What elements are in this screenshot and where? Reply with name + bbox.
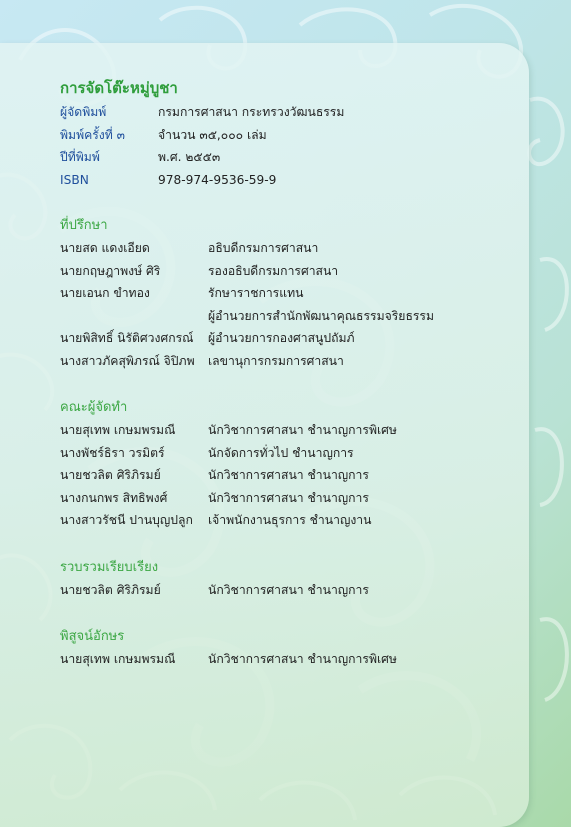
person-name: นายสด แดงเอียด xyxy=(60,241,150,255)
person-row xyxy=(60,327,520,350)
section-title-editors: คณะผู้จัดทำ xyxy=(60,400,128,415)
publication-info xyxy=(60,101,520,191)
person-name: นายชวลิต ศิริภิรมย์ xyxy=(60,582,161,597)
person-role: เลขานุการกรมการศาสนา xyxy=(208,353,344,368)
person-row xyxy=(60,464,520,487)
spacer xyxy=(60,191,520,215)
person-name: นางพัชร์ธิรา วรมิตร์ xyxy=(60,445,165,460)
publication-value: 978-974-9536-59-9 xyxy=(158,172,277,187)
person-name: นางสาวรัชนี ปานบุญปลูก xyxy=(60,513,193,527)
person-row xyxy=(60,509,520,532)
publication-label: ISBN xyxy=(60,172,89,187)
person-role: ผู้อำนวยการสำนักพัฒนาคุณธรรมจริยธรรม xyxy=(208,308,435,323)
person-role: นักวิชาการศาสนา ชำนาญการ xyxy=(208,490,369,505)
person-row xyxy=(60,442,520,465)
publication-value: พ.ศ. ๒๕๕๓ xyxy=(158,150,221,164)
person-role: ผู้อำนวยการกองศาสนูปถัมภ์ xyxy=(208,331,355,345)
publication-row xyxy=(60,101,520,124)
person-name: นายชวลิต ศิริภิรมย์ xyxy=(60,468,161,482)
person-row xyxy=(60,419,520,442)
person-row xyxy=(60,260,520,283)
spacer xyxy=(60,532,520,557)
person-name: นายกฤษฎาพงษ์ ศิริ xyxy=(60,263,161,278)
person-name: นายสุเทพ เกษมพรมณี xyxy=(60,423,176,437)
person-row xyxy=(60,305,520,328)
person-name: นายสุเทพ เกษมพรมณี xyxy=(60,652,176,666)
credits-content xyxy=(60,76,520,671)
section-title-compilers: รวบรวมเรียบเรียง xyxy=(60,559,159,575)
publication-value: จำนวน ๓๕,๐๐๐ เล่ม xyxy=(158,127,267,142)
spacer xyxy=(60,372,520,397)
advisors-section xyxy=(60,215,520,372)
publication-label: พิมพ์ครั้งที่ ๓ xyxy=(60,127,125,142)
person-role: อธิบดีกรมการศาสนา xyxy=(208,241,319,255)
compilers-section xyxy=(60,557,520,602)
publication-label: ผู้จัดพิมพ์ xyxy=(60,105,107,119)
person-role: นักวิชาการศาสนา ชำนาญการพิเศษ xyxy=(208,423,397,437)
person-role: รักษาราชการแทน xyxy=(208,286,304,300)
person-role: เจ้าพนักงานธุรการ ชำนาญงาน xyxy=(208,513,372,527)
person-name: นางกนกพร สิทธิพงศ์ xyxy=(60,490,168,505)
person-row xyxy=(60,648,520,671)
person-name: นางสาวภัคสุพิภรณ์ จิปิภพ xyxy=(60,353,195,368)
spacer xyxy=(60,601,520,626)
person-row xyxy=(60,579,520,602)
person-row xyxy=(60,282,520,305)
editors-section xyxy=(60,397,520,532)
person-row xyxy=(60,350,520,373)
proofreaders-section xyxy=(60,626,520,671)
person-role: นักวิชาการศาสนา ชำนาญการ xyxy=(208,468,369,482)
person-role: นักจัดการทั่วไป ชำนาญการ xyxy=(208,445,354,460)
section-title-advisors: ที่ปรึกษา xyxy=(60,218,108,233)
section-title-proofreaders: พิสูจน์อักษร xyxy=(60,629,125,644)
person-role: นักวิชาการศาสนา ชำนาญการ xyxy=(208,582,369,597)
publication-value: กรมการศาสนา กระทรวงวัฒนธรรม xyxy=(158,105,345,119)
publication-row xyxy=(60,169,520,192)
publication-label: ปีที่พิมพ์ xyxy=(60,150,100,164)
person-row xyxy=(60,487,520,510)
person-name xyxy=(60,305,208,328)
person-name: นายเอนก ขำทอง xyxy=(60,286,150,300)
person-role: นักวิชาการศาสนา ชำนาญการพิเศษ xyxy=(208,652,397,666)
person-role: รองอธิบดีกรมการศาสนา xyxy=(208,263,339,278)
publication-row xyxy=(60,146,520,169)
publication-row xyxy=(60,124,520,147)
person-row xyxy=(60,237,520,260)
person-name: นายพิสิทธิ์ นิรัติศวงศกรณ์ xyxy=(60,331,194,345)
page-title: การจัดโต๊ะหมู่บูชา xyxy=(60,79,178,97)
